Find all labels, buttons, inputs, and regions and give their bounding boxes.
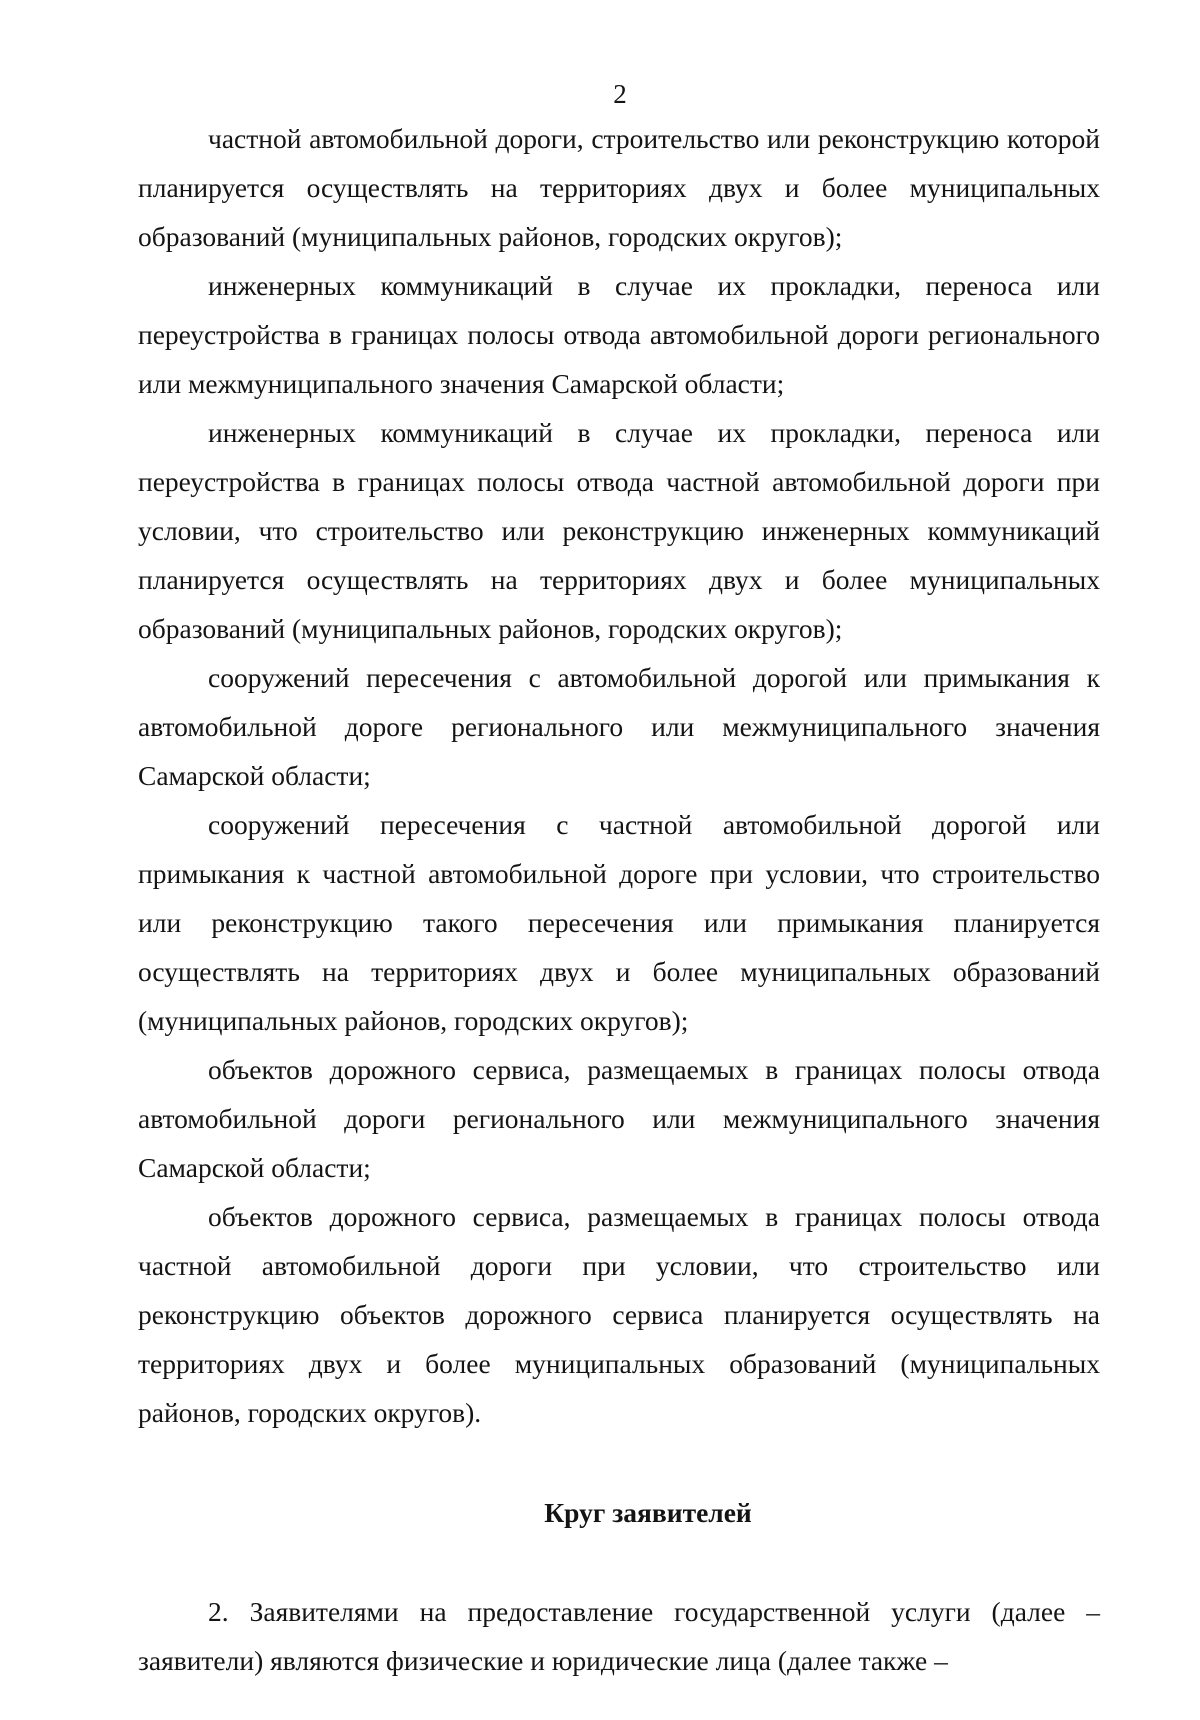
paragraph: инженерных коммуникаций в случае их прокладки, переноса или переустройства в границах полосы отвода частной автомобильной дороги при условии, что строительство или реконструкцию инженерных коммуникаций планируется осуществлять на территориях двух и более муниципальных образований (муниципальных районов, городских округов); <box>138 417 1100 644</box>
page-number: 2 <box>613 79 627 109</box>
paragraph: сооружений пересечения с частной автомобильной дорогой или примыкания к частной автомобильной дороге при условии, что строительство или реконструкцию такого пересечения или примыкания планируется осуществлять на территориях двух и более муниципальных образований (муниципальных районов, городских округов); <box>138 809 1100 1036</box>
paragraph: объектов дорожного сервиса, размещаемых в границах полосы отвода автомобильной дороги регионального или межмуниципального значения Самарской области; <box>138 1054 1100 1183</box>
paragraph: частной автомобильной дороги, строительство или реконструкцию которой планируется осуществлять на территориях двух и более муниципальных образований (муниципальных районов, городских округов); <box>138 123 1100 252</box>
document-body <box>138 114 1100 1685</box>
section-heading: Круг заявителей <box>544 1497 752 1528</box>
paragraph: инженерных коммуникаций в случае их прокладки, переноса или переустройства в границах полосы отвода автомобильной дороги регионального или межмуниципального значения Самарской области; <box>138 270 1100 399</box>
paragraph: объектов дорожного сервиса, размещаемых в границах полосы отвода частной автомобильной дороги при условии, что строительство или реконструкцию объектов дорожного сервиса планируется осуществлять на территориях двух и более муниципальных образований (муниципальных районов, городских округов). <box>138 1201 1100 1428</box>
paragraph: 2. Заявителями на предоставление государственной услуги (далее – заявители) являются физические и юридические лица (далее также – <box>138 1596 1100 1676</box>
paragraph: сооружений пересечения с автомобильной дорогой или примыкания к автомобильной дороге регионального или межмуниципального значения Самарской области; <box>138 662 1100 791</box>
